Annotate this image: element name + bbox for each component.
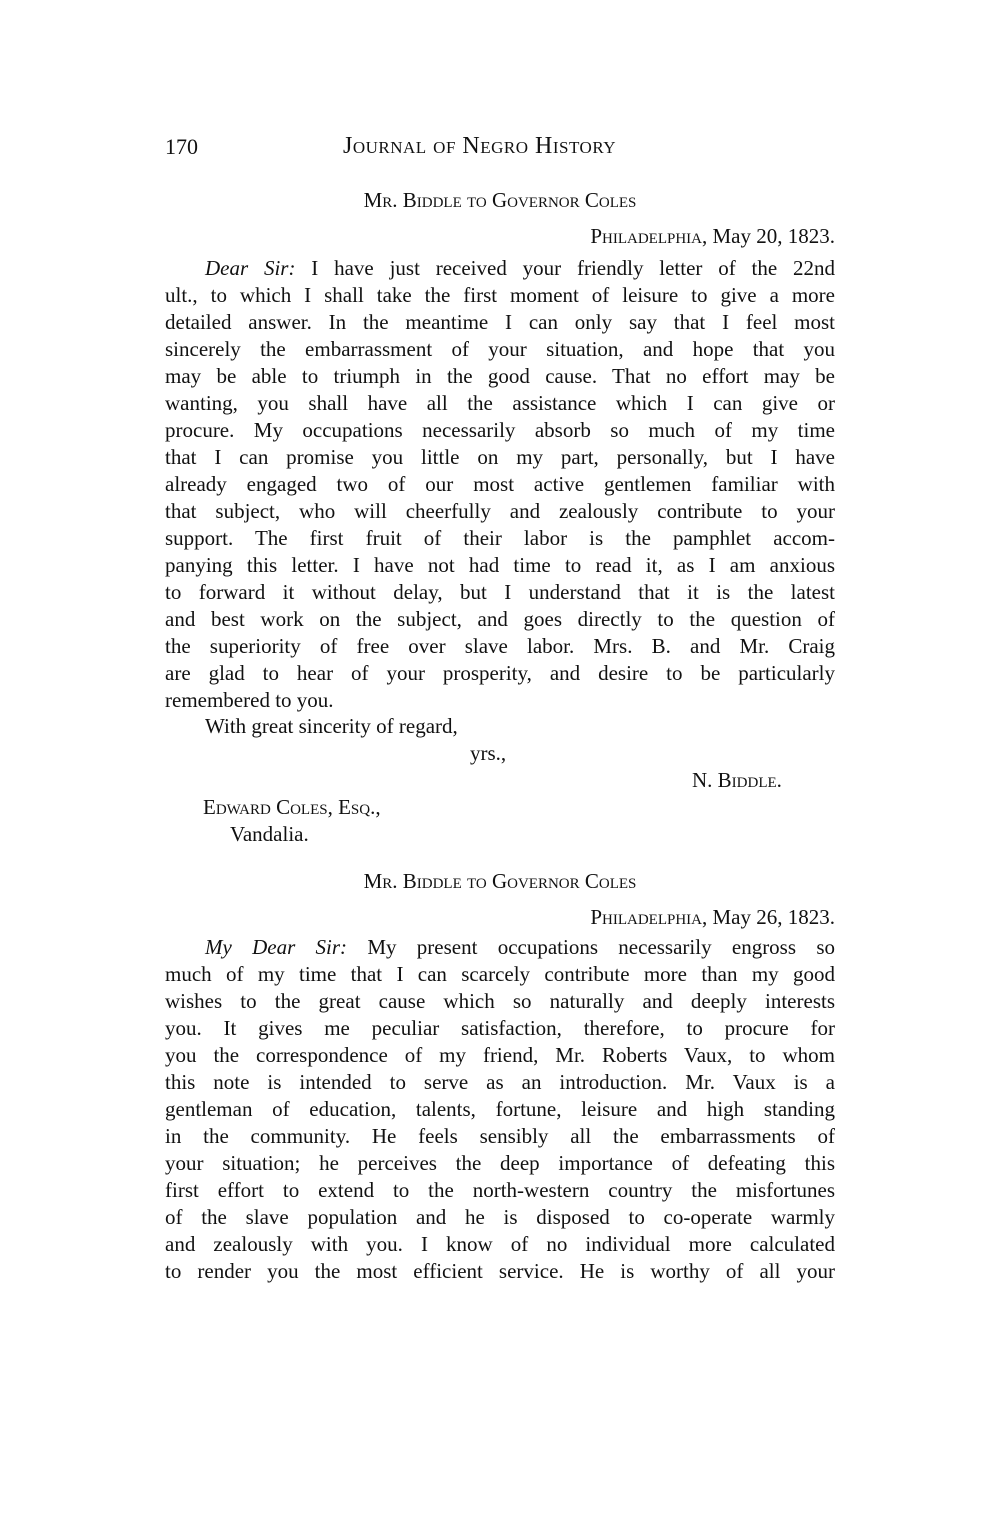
letter-1-signature: N. Biddle. xyxy=(692,768,782,792)
text-line: and zealously with you. I know of no individual more calculated xyxy=(165,1232,835,1256)
text-line: wishes to the great cause which so naturally and deeply interests xyxy=(165,989,835,1013)
text-line: this note is intended to serve as an introduction. Mr. Vaux is a xyxy=(165,1070,835,1094)
text-line: to render you the most efficient service. He is worthy of all your xyxy=(165,1259,835,1283)
letter-1-addressee: Edward Coles, Esq., xyxy=(203,795,381,819)
text-line: in the community. He feels sensibly all the embarrassments of xyxy=(165,1124,835,1148)
salutation: Dear Sir: xyxy=(205,256,296,280)
letter-2-body xyxy=(165,934,835,1285)
text-line: procure. My occupations necessarily absorb so much of my time xyxy=(165,418,835,442)
text-line: may be able to triumph in the good cause. That no effort may be xyxy=(165,364,835,388)
text-line: of the slave population and he is disposed to co-operate warmly xyxy=(165,1205,835,1229)
text-line: that subject, who will cheerfully and zealously contribute to your xyxy=(165,499,835,523)
running-title: Journal of Negro History xyxy=(343,133,616,159)
page-number: 170 xyxy=(165,134,198,159)
letter-2-place: Philadelphia xyxy=(590,905,702,929)
text-line xyxy=(165,255,835,282)
letter-1-dateline xyxy=(590,224,835,249)
letter-1-closing-yrs: yrs., xyxy=(470,741,507,765)
text-line: first effort to extend to the north-western country the misfortunes xyxy=(165,1178,835,1202)
letter-1-date: , May 20, 1823. xyxy=(702,224,835,248)
text-line: panying this letter. I have not had time to read it, as I am anxious xyxy=(165,553,835,577)
text-line: wanting, you shall have all the assistance which I can give or xyxy=(165,391,835,415)
letter-1-body xyxy=(165,255,835,714)
letter-1-heading: Mr. Biddle to Governor Coles xyxy=(363,188,637,212)
text-line xyxy=(165,934,835,961)
letter-1-place: Philadelphia xyxy=(590,224,702,248)
text-line: detailed answer. In the meantime I can only say that I feel most xyxy=(165,310,835,334)
text-line: already engaged two of our most active gentlemen familiar with xyxy=(165,472,835,496)
text-line: remembered to you. xyxy=(165,688,334,712)
letter-2-heading: Mr. Biddle to Governor Coles xyxy=(363,869,637,893)
text-line: support. The first fruit of their labor is the pamphlet accom- xyxy=(165,526,835,550)
line-text: I have just received your friendly letter of the 22nd xyxy=(295,256,835,280)
text-line: and best work on the subject, and goes directly to the question of xyxy=(165,607,835,631)
letter-1-address-place: Vandalia. xyxy=(230,822,309,846)
text-line: ult., to which I shall take the first moment of leisure to give a more xyxy=(165,283,835,307)
text-line: your situation; he perceives the deep importance of defeating this xyxy=(165,1151,835,1175)
text-line: much of my time that I can scarcely contribute more than my good xyxy=(165,962,835,986)
salutation: My Dear Sir: xyxy=(205,935,348,959)
line-text: My present occupations necessarily engross so xyxy=(347,935,835,959)
text-line: the superiority of free over slave labor. Mrs. B. and Mr. Craig xyxy=(165,634,835,658)
text-line: you the correspondence of my friend, Mr. Roberts Vaux, to whom xyxy=(165,1043,835,1067)
text-line: to forward it without delay, but I understand that it is the latest xyxy=(165,580,835,604)
text-line: gentleman of education, talents, fortune, leisure and high standing xyxy=(165,1097,835,1121)
text-line: that I can promise you little on my part, personally, but I have xyxy=(165,445,835,469)
text-line: you. It gives me peculiar satisfaction, therefore, to procure for xyxy=(165,1016,835,1040)
text-line: are glad to hear of your prosperity, and desire to be particularly xyxy=(165,661,835,685)
text-line: sincerely the embarrassment of your situation, and hope that you xyxy=(165,337,835,361)
letter-2-dateline xyxy=(590,905,835,930)
letter-2-date: , May 26, 1823. xyxy=(702,905,835,929)
letter-1-closing: With great sincerity of regard, xyxy=(205,714,458,738)
